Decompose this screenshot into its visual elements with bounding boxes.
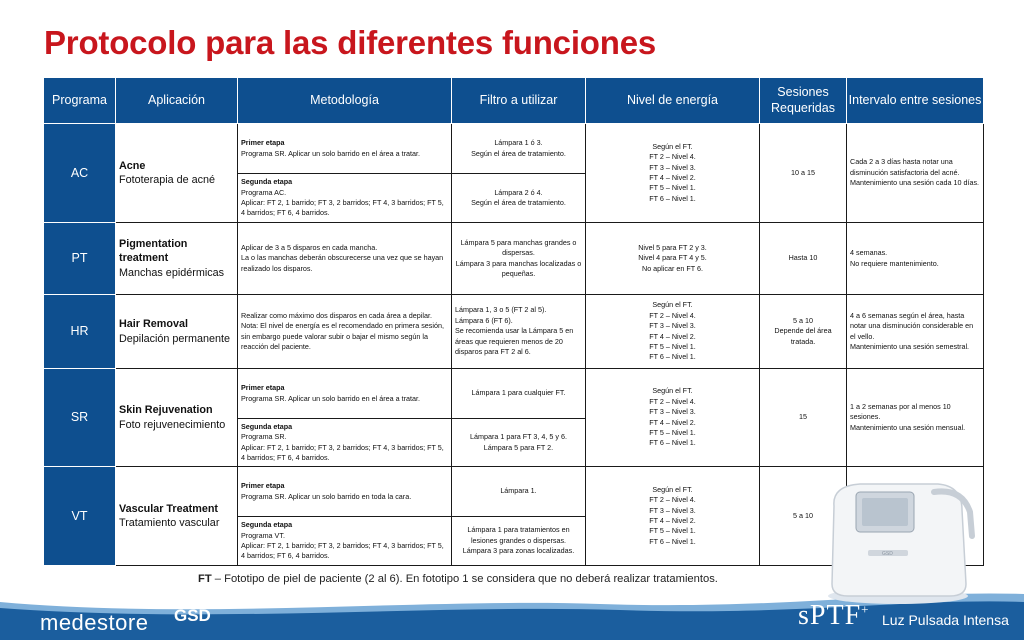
- stage-text: Programa SR. Aplicar un solo barrido en el área a tratar.: [241, 148, 420, 158]
- stage-title: Segunda etapa: [241, 421, 293, 431]
- application-name: Vascular Treatment: [119, 502, 219, 515]
- application-desc: Tratamiento vascular: [119, 517, 220, 529]
- stage-text: Programa SR. Aplicar: FT 2, 1 barrido; FT 3, 2 barridos; FT 4, 3 barridos; FT 5, 4 barridos; FT 6, 4 barridos.: [241, 432, 444, 462]
- methodology-cell: [238, 419, 452, 467]
- energy-cell: Nivel 5 para FT 2 y 3. Nivel 4 para FT 4 y 5. No aplicar en FT 6.: [586, 223, 760, 295]
- application-name: Skin Rejuvenation: [119, 404, 213, 417]
- energy-cell: Según el FT. FT 2 – Nivel 4. FT 3 – Nivel 3. FT 4 – Nivel 2. FT 5 – Nivel 1. FT 6 – Nivel 1.: [586, 369, 760, 467]
- methodology-cell: [238, 124, 452, 174]
- stage-title: Segunda etapa: [241, 177, 293, 187]
- table-row: [44, 124, 984, 174]
- application-cell: [116, 223, 238, 295]
- energy-cell: Según el FT. FT 2 – Nivel 4. FT 3 – Nivel 3. FT 4 – Nivel 2. FT 5 – Nivel 1. FT 6 – Nivel 1.: [586, 295, 760, 369]
- header-filtro: Filtro a utilizar: [452, 78, 586, 124]
- program-code: PT: [44, 223, 116, 295]
- stage-title: Primer etapa: [241, 383, 285, 393]
- energy-cell: Según el FT. FT 2 – Nivel 4. FT 3 – Nivel 3. FT 4 – Nivel 2. FT 5 – Nivel 1. FT 6 – Nivel 1.: [586, 124, 760, 223]
- stage-text: Programa AC. Aplicar: FT 2, 1 barrido; FT 3, 2 barridos; FT 4, 3 barridos; FT 5, 4 barridos; FT 6, 4 barridos.: [241, 187, 444, 218]
- sptf-logo: [798, 600, 870, 632]
- application-name: Acne: [119, 159, 146, 172]
- application-desc: Depilación permanente: [119, 332, 231, 345]
- filter-cell: Lámpara 5 para manchas grandes o dispersas. Lámpara 3 para manchas localizadas o pequeñas.: [452, 223, 586, 295]
- sessions-cell: 10 a 15: [760, 124, 847, 223]
- page-title: Protocolo para las diferentes funciones: [44, 24, 657, 61]
- gsd-logo: [174, 606, 244, 634]
- sessions-cell: Hasta 10: [760, 223, 847, 295]
- stage-title: Segunda etapa: [241, 520, 293, 530]
- filter-cell: Lámpara 1.: [452, 467, 586, 517]
- application-cell: [116, 124, 238, 223]
- footnote-text: – Fototipo de piel de paciente (2 al 6). En fototipo 1 se considera que no deberá realizar tratamientos.: [211, 573, 718, 585]
- header-intervalo: Intervalo entre sesiones: [847, 78, 984, 124]
- methodology-cell: [238, 369, 452, 419]
- energy-cell: Según el FT. FT 2 – Nivel 4. FT 3 – Nivel 3. FT 4 – Nivel 2. FT 5 – Nivel 1. FT 6 – Nivel 1.: [586, 467, 760, 566]
- program-code: SR: [44, 369, 116, 467]
- stage-text: Programa VT. Aplicar: FT 2, 1 barrido; FT 3, 2 barridos; FT 4, 3 barridos; FT 5, 4 barridos; FT 6, 4 barridos.: [241, 530, 444, 561]
- application-name: Pigmentation treatment: [119, 238, 188, 265]
- header-nivel: Nivel de energía: [586, 78, 760, 124]
- stage-title: Primer etapa: [241, 481, 285, 491]
- sessions-cell: 5 a 10: [760, 467, 847, 566]
- sessions-cell: 5 a 10 Depende del área tratada.: [760, 295, 847, 369]
- header-metodologia: Metodología: [238, 78, 452, 124]
- table-row: [44, 223, 984, 295]
- stage-text: Programa SR. Aplicar un solo barrido en toda la cara.: [241, 491, 412, 501]
- application-desc: Manchas epidérmicas: [119, 266, 225, 279]
- sessions-cell: 15: [760, 369, 847, 467]
- filter-cell: Lámpara 1 ó 3. Según el área de tratamiento.: [452, 124, 586, 174]
- methodology-cell: [238, 467, 452, 517]
- application-cell: [116, 369, 238, 467]
- interval-cell: 4 a 6 semanas según el área, hasta notar una disminución considerable en el vello. Mantenimiento una sesión semestral.: [847, 295, 984, 369]
- application-cell: [116, 295, 238, 369]
- header-aplicacion: Aplicación: [116, 78, 238, 124]
- footnote-term: FT: [198, 573, 212, 585]
- program-code: VT: [44, 467, 116, 566]
- table-row: [44, 369, 984, 419]
- sptf-logo-text: sPTF: [798, 600, 862, 631]
- stage-text: Programa SR. Aplicar un solo barrido en el área a tratar.: [241, 393, 420, 403]
- gsd-logo-text: GSD: [174, 606, 211, 625]
- methodology-cell: [238, 517, 452, 566]
- filter-cell: Lámpara 1 para FT 3, 4, 5 y 6. Lámpara 5 para FT 2.: [452, 419, 586, 467]
- methodology-cell: [238, 174, 452, 223]
- filter-cell: Lámpara 1 para tratamientos en lesiones grandes o dispersas. Lámpara 3 para zonas localizadas.: [452, 517, 586, 566]
- interval-cell: 1 a 2 semanas por al menos 10 sesiones. Mantenimiento una sesión mensual.: [847, 369, 984, 467]
- filter-cell: Lámpara 1, 3 o 5 (FT 2 al 5). Lámpara 6 (FT 6). Se recomienda usar la Lámpara 5 en áreas que requieren menos de 20 disparos para FT 2 al 6.: [452, 295, 586, 369]
- application-desc: Foto rejuvenecimiento: [119, 418, 226, 431]
- methodology-cell: Realizar como máximo dos disparos en cada área a depilar. Nota: El nivel de energía es el recomendado en primera sesión, sin embargo puede valorar subir o bajar el mismo según la reacción del paciente.: [238, 295, 452, 369]
- interval-cell: Cada 2 a 3 días hasta notar una disminución satisfactoria del acné. Mantenimiento una sesión cada 10 días.: [847, 124, 984, 223]
- medestore-logo: medestore: [40, 610, 149, 635]
- application-cell: [116, 467, 238, 566]
- interval-cell: 4 semanas. No requiere mantenimiento.: [847, 223, 984, 295]
- filter-cell: Lámpara 1 para cualquier FT.: [452, 369, 586, 419]
- device-image: [812, 466, 980, 606]
- application-name: Hair Removal: [119, 318, 189, 331]
- table-row: [44, 295, 984, 369]
- stage-title: Primer etapa: [241, 138, 285, 148]
- header-sesiones: Sesiones Requeridas: [760, 78, 847, 124]
- header-programa: Programa: [44, 78, 116, 124]
- svg-text:GSD: GSD: [882, 551, 893, 557]
- program-code: AC: [44, 124, 116, 223]
- program-code: HR: [44, 295, 116, 369]
- sptf-subtitle: Luz Pulsada Intensa: [882, 612, 1009, 628]
- table-header-row: [44, 78, 984, 124]
- filter-cell: Lámpara 2 ó 4. Según el área de tratamiento.: [452, 174, 586, 223]
- methodology-cell: Aplicar de 3 a 5 disparos en cada mancha. La o las manchas deberán obscurecerse una vez que se hayan realizado los disparos.: [238, 223, 452, 295]
- sptf-logo-plus: +: [861, 601, 870, 617]
- application-desc: Fototerapia de acné: [119, 174, 216, 186]
